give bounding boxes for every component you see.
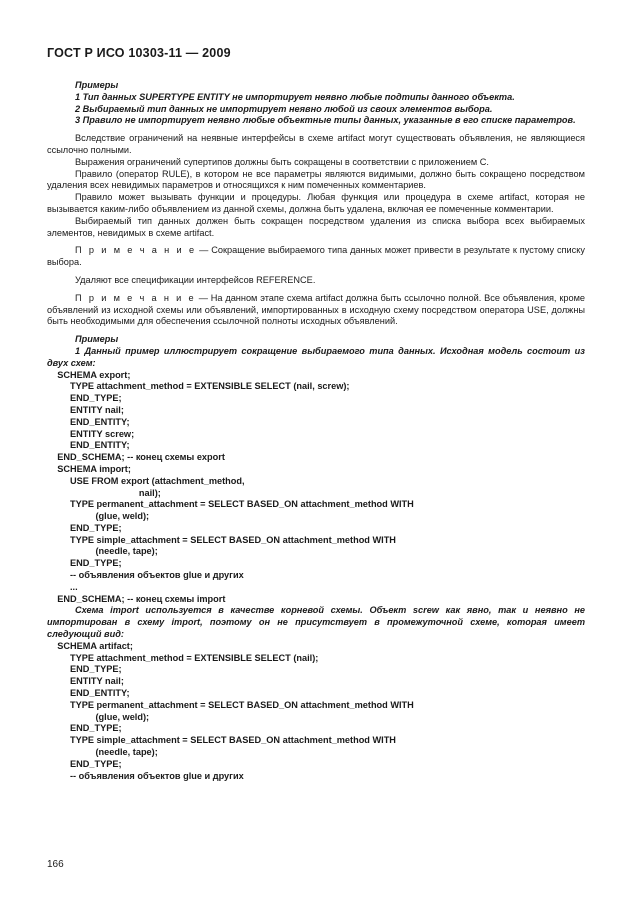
example-intro: 1 Данный пример иллюстрирует сокращение выбираемого типа данных. Исходная модель состоит из двух схем:: [47, 345, 585, 368]
note-text: — Сокращение выбираемого типа данных может привести в результате к пустому списку выбора.: [47, 245, 585, 268]
note-paragraph: [47, 293, 585, 328]
examples-label: Примеры: [75, 80, 119, 90]
example-item: 3 Правило не импортирует неявно любые объектные типы данных, указанные в его списке параметров.: [75, 115, 576, 126]
body-paragraph: Правило (оператор RULE), в котором не все параметры являются видимыми, должно быть сокращено посредством удаления всех невидимых параметров и относящихся к ним помеченных комментариев.: [47, 168, 585, 191]
page-number: 166: [47, 859, 64, 870]
examples-label: Примеры: [75, 334, 119, 345]
example-item: 1 Тип данных SUPERTYPE ENTITY не импортирует неявно любые подтипы данного объекта.: [75, 91, 515, 102]
body-paragraph: Выражения ограничений супертипов должны быть сокращены в соответствии с приложением С.: [75, 156, 489, 167]
body-paragraph: Выбираемый тип данных должен быть сокращен посредством удаления из списка выбора всех выбираемых элементов, невидимых в схеме artifact.: [47, 215, 585, 238]
code-block-source: SCHEMA export; TYPE attachment_method = EXTENSIBLE SELECT (nail, screw); END_TYPE; ENTITY nail; END_ENTITY; ENTITY screw; END_ENTITY; END_SCHEMA; -- конец схемы export SCHEMA import; USE FROM export (attachment_method, nail); TYPE permanent_attachment = SELECT BASED_ON attachment_method WITH (glue, weld); END_TYPE; TYPE simple_attachment = SELECT BASED_ON attachment_method WITH (needle, tape); END_TYPE; -- объявления объектов glue и других ... END_SCHEMA; -- конец схемы import: [57, 369, 414, 604]
note-paragraph: [47, 245, 585, 269]
body-paragraph: Вследствие ограничений на неявные интерфейсы в схеме artifact могут существовать объявления, не являющиеся ссылочно полными.: [47, 133, 585, 155]
schema-note: Схема import используется в качестве корневой схемы. Объект screw как явно, так и неявно не импортирован в схему import, поэтому он не присутствует в промежуточной схеме, которая имеет следующий вид:: [47, 605, 585, 640]
note-label: П р и м е ч а н и е: [75, 245, 197, 256]
example-item: 2 Выбираемый тип данных не импортирует неявно любой из своих элементов выбора.: [75, 103, 493, 114]
note-text: — На данном этапе схема artifact должна быть ссылочно полной. Все объявления, кроме объявлений из исходной схемы или объявлений, импортированных в исходную схему посредством оператора USE, должны быть необходимыми для обеспечения ссылочной полноты исходных объявлений.: [47, 292, 585, 327]
code-block-artifact: SCHEMA artifact; TYPE attachment_method = EXTENSIBLE SELECT (nail); END_TYPE; ENTITY nail; END_ENTITY; TYPE permanent_attachment = SELECT BASED_ON attachment_method WITH (glue, weld); END_TYPE; TYPE simple_attachment = SELECT BASED_ON attachment_method WITH (needle, tape); END_TYPE; -- объявления объектов glue и других: [57, 640, 414, 781]
document-header: ГОСТ Р ИСО 10303-11 — 2009: [47, 46, 231, 60]
page-content: [47, 80, 585, 782]
note-label: П р и м е ч а н и е: [75, 292, 196, 303]
body-paragraph: Правило может вызывать функции и процедуры. Любая функция или процедура в схеме artifact, которая не вызывается каким-либо объявлением из данной схемы, должна быть удалена, включая ее помеченные комментарии.: [47, 192, 585, 214]
body-paragraph: Удаляют все спецификации интерфейсов REFERENCE.: [75, 274, 316, 285]
